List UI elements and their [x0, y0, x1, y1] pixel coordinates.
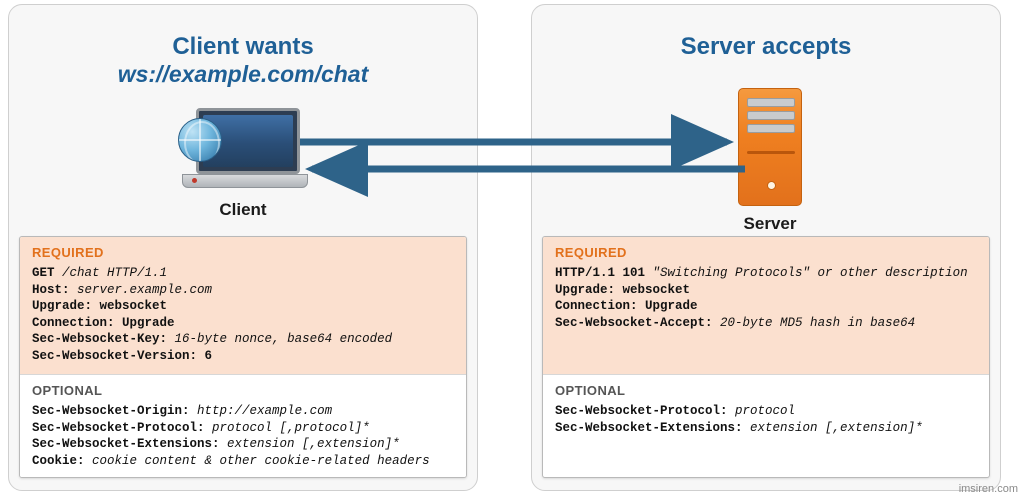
header-line	[32, 403, 456, 420]
header-key: Sec-Websocket-Extensions:	[555, 420, 743, 435]
header-value: "Switching Protocols" or other description	[652, 266, 968, 280]
header-line	[555, 403, 979, 420]
server-optional-section	[543, 374, 989, 446]
header-key: Sec-Websocket-Version: 6	[32, 348, 213, 363]
server-tower-icon	[738, 88, 802, 206]
header-value: extension [,extension]*	[227, 437, 400, 451]
header-value: http://example.com	[197, 404, 333, 418]
server-node-label: Server	[743, 214, 797, 233]
header-line	[32, 453, 456, 470]
header-line	[32, 331, 456, 348]
header-line	[555, 315, 979, 332]
client-node-label: Client	[219, 200, 267, 219]
header-value: extension [,extension]*	[750, 420, 923, 435]
header-key: Sec-Websocket-Protocol:	[555, 404, 728, 418]
header-line	[32, 348, 456, 365]
server-bay-icon	[747, 98, 795, 107]
header-line	[32, 298, 456, 315]
header-line	[32, 315, 456, 332]
header-line	[32, 420, 456, 437]
header-value: cookie content & other cookie-related headers	[92, 453, 430, 468]
header-key: Upgrade: websocket	[32, 299, 168, 313]
client-websocket-url: ws://example.com/chat	[117, 61, 369, 87]
server-required-section	[543, 237, 989, 374]
header-key: Connection: Upgrade	[32, 315, 175, 330]
header-line	[555, 420, 979, 437]
laptop-base-icon	[182, 174, 308, 188]
globe-icon	[178, 118, 222, 162]
header-line-spacer	[555, 331, 979, 348]
header-key: Sec-Websocket-Extensions:	[32, 437, 220, 451]
client-required-section	[20, 237, 466, 374]
client-optional-section	[20, 374, 466, 478]
server-bay-icon	[747, 111, 795, 120]
server-bay-icon	[747, 124, 795, 133]
server-headers-box	[542, 236, 990, 478]
client-optional-title: OPTIONAL	[32, 383, 103, 398]
header-key: Connection: Upgrade	[555, 299, 698, 313]
header-line	[32, 282, 456, 299]
header-key: GET	[32, 266, 55, 280]
server-panel-title: Server accepts	[680, 33, 852, 60]
header-key: Sec-Websocket-Origin:	[32, 404, 190, 418]
header-value: server.example.com	[77, 282, 213, 297]
header-key: Host:	[32, 282, 70, 297]
server-body	[738, 88, 802, 206]
header-value: 16-byte nonce, base64 encoded	[174, 332, 393, 346]
header-key: Sec-Websocket-Accept:	[555, 315, 713, 330]
client-required-title: REQUIRED	[32, 245, 104, 260]
server-optional-title: OPTIONAL	[555, 383, 626, 398]
header-line	[555, 265, 979, 282]
header-key: Cookie:	[32, 453, 85, 468]
header-line	[555, 282, 979, 299]
watermark: imsiren.com	[958, 483, 1018, 495]
laptop-globe-icon	[178, 108, 308, 200]
server-power-icon	[767, 181, 776, 190]
header-line	[32, 436, 456, 453]
header-value: protocol [,protocol]*	[212, 420, 370, 435]
laptop-led-icon	[192, 178, 197, 183]
client-panel-title: Client wants	[172, 33, 314, 60]
header-value: 20-byte MD5 hash in base64	[720, 315, 916, 330]
header-line	[555, 298, 979, 315]
header-value: /chat HTTP/1.1	[62, 266, 168, 280]
globe-ring	[184, 121, 220, 162]
server-slot	[747, 151, 795, 154]
header-line-spacer	[555, 348, 979, 365]
header-key: Upgrade: websocket	[555, 282, 691, 297]
client-headers-box	[19, 236, 467, 478]
server-required-title: REQUIRED	[555, 245, 627, 260]
header-key: Sec-Websocket-Key:	[32, 332, 168, 346]
header-line	[32, 265, 456, 282]
header-value: protocol	[735, 404, 796, 418]
header-key: Sec-Websocket-Protocol:	[32, 420, 205, 435]
header-key: HTTP/1.1 101	[555, 266, 646, 280]
